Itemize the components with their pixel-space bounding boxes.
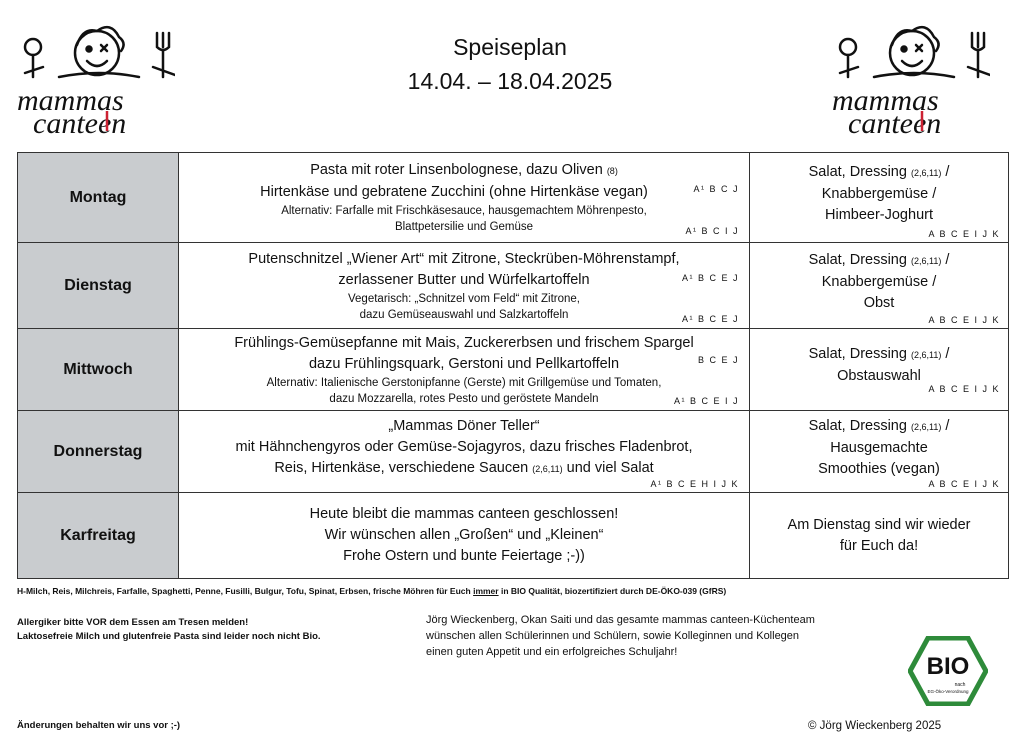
- main-line: mit Hähnchengyros oder Gemüse-Sojagyros, dazu frisches Fladenbrot,: [235, 438, 693, 455]
- side-line: Salat, Dressing: [808, 163, 907, 180]
- allergy-note: Laktosefreie Milch und glutenfreie Pasta sind leider noch nicht Bio.: [17, 631, 321, 642]
- allergen-code: A¹ B C E I J: [673, 396, 739, 406]
- changes-note: Änderungen behalten wir uns vor ;-): [17, 720, 181, 731]
- closed-line: Heute bleibt die mammas canteen geschlossen!: [309, 506, 619, 522]
- day-name: Mittwoch: [18, 329, 179, 411]
- date-range: 14.04. – 18.04.2025: [407, 68, 613, 94]
- menu-row-karfreitag: [18, 493, 1009, 579]
- main-line: zerlassener Butter und Würfelkartoffeln: [338, 271, 590, 288]
- side-line: Salat, Dressing: [808, 346, 907, 362]
- side-dish-cell: Salat, Dressing (2,6,11) / Knabbergemüse / Himbeer-Joghurt A B C E I J K: [750, 153, 1009, 243]
- alt-line: Blattpetersilie und Gemüse: [394, 221, 534, 233]
- menu-row-dienstag: [18, 243, 1009, 329]
- day-name: Montag: [18, 153, 179, 243]
- side-line: Obst: [863, 294, 895, 311]
- team-line: Jörg Wieckenberg, Okan Saiti und das gesamte mammas canteen-Küchenteam: [426, 614, 815, 626]
- menu-row-montag: [18, 153, 1009, 243]
- svg-text:mammas: mammas: [832, 84, 939, 117]
- team-message: [426, 612, 906, 660]
- alt-line: Vegetarisch: „Schnitzel vom Feld“ mit Zitrone,: [348, 292, 580, 305]
- svg-text:EG-Öko-Verordnung: EG-Öko-Verordnung: [927, 689, 969, 694]
- main-dish-cell: [179, 411, 750, 493]
- svg-text:canteen: canteen: [848, 107, 942, 135]
- side-line: Himbeer-Joghurt: [825, 206, 933, 223]
- mammas-canteen-logo-right: [830, 15, 990, 135]
- bio-note-text: in BIO Qualität, biozertifiziert durch DE-ÖKO-039 (GfRS): [498, 586, 727, 596]
- allergen-code: A¹ B C E H I J K: [650, 479, 739, 489]
- side-dish-cell: [750, 493, 1009, 579]
- allergen-code: A B C E I J K: [928, 315, 1000, 325]
- main-line: Frühlings-Gemüsepfanne mit Mais, Zuckererbsen und frischem Spargel: [234, 334, 694, 351]
- additive-marker: (2,6,11): [910, 255, 942, 266]
- alt-line: dazu Gemüseauswahl und Salzkartoffeln: [359, 308, 569, 321]
- main-line: dazu Frühlingsquark, Gerstoni und Pellkartoffeln: [308, 355, 620, 372]
- side-line: Am Dienstag sind wir wieder: [787, 516, 971, 533]
- main-dish-cell: [179, 329, 750, 411]
- bio-seal-icon: [908, 636, 988, 706]
- alt-line: Alternativ: Italienische Gerstonipfanne (Gerste) mit Grillgemüse und Tomaten,: [266, 376, 662, 389]
- side-line: Knabbergemüse /: [821, 185, 937, 202]
- allergen-code: A¹ B C E J: [681, 314, 739, 324]
- allergen-code: A B C E I J K: [928, 384, 1000, 394]
- bio-note-text: H-Milch, Reis, Milchreis, Farfalle, Spaghetti, Penne, Fusilli, Bulgur, Tofu, Spinat, Erbsen, frische Möhren für Euch: [17, 586, 474, 596]
- side-dish-cell: Salat, Dressing (2,6,11) / Obstauswahl A B C E I J K: [750, 329, 1009, 411]
- main-line: „Mammas Döner Teller“: [388, 417, 540, 434]
- allergen-code: B C E J: [697, 355, 739, 365]
- svg-text:nach: nach: [954, 682, 966, 688]
- side-line: Smoothies (vegan): [818, 460, 940, 477]
- day-name: Dienstag: [18, 243, 179, 329]
- page-title: [300, 30, 720, 98]
- side-dish-cell: Salat, Dressing (2,6,11) / Knabbergemüse / Obst A B C E I J K: [750, 243, 1009, 329]
- allergy-note: Allergiker bitte VOR dem Essen am Tresen melden!: [17, 617, 249, 628]
- bio-note: [17, 586, 1007, 596]
- side-dish-cell: Salat, Dressing (2,6,11) / Hausgemachte Smoothies (vegan) A B C E I J K: [750, 411, 1009, 493]
- additive-marker: (2,6,11): [910, 350, 942, 360]
- main-line: Reis, Hirtenkäse, verschiedene Saucen: [274, 459, 529, 476]
- allergy-notes: [17, 616, 417, 644]
- main-dish-cell: [179, 153, 750, 243]
- mammas-canteen-logo-left: [15, 15, 175, 135]
- menu-table: [17, 152, 1009, 579]
- menu-row-mittwoch: [18, 329, 1009, 411]
- side-line: Salat, Dressing: [808, 251, 907, 268]
- title-label: Speiseplan: [453, 34, 567, 60]
- main-dish-cell: [179, 243, 750, 329]
- side-line: Salat, Dressing: [808, 417, 907, 434]
- svg-text:mammas: mammas: [17, 84, 124, 117]
- main-line: Pasta mit roter Linsenbolognese, dazu Oliven: [310, 162, 603, 178]
- closed-line: Wir wünschen allen „Großen“ und „Kleinen“: [324, 527, 604, 543]
- side-line: für Euch da!: [839, 537, 919, 554]
- menu-row-donnerstag: [18, 411, 1009, 493]
- additive-marker: (2,6,11): [910, 421, 942, 432]
- additive-marker: (2,6,11): [532, 463, 563, 474]
- side-line: Hausgemachte: [830, 439, 928, 456]
- main-line: Putenschnitzel „Wiener Art“ mit Zitrone, Steckrüben-Möhrenstampf,: [248, 250, 680, 267]
- allergen-code: A B C E I J K: [928, 229, 1000, 239]
- main-line: Hirtenkäse und gebratene Zucchini (ohne Hirtenkäse vegan): [260, 184, 648, 200]
- side-line: Knabbergemüse /: [821, 273, 937, 290]
- team-line: einen guten Appetit und ein erfolgreiches Schuljahr!: [426, 646, 678, 658]
- alt-line: dazu Mozzarella, rotes Pesto und geröstete Mandeln: [329, 392, 599, 405]
- copyright: © Jörg Wieckenberg 2025: [808, 720, 942, 732]
- additive-marker: (2,6,11): [910, 167, 942, 178]
- day-name: Karfreitag: [18, 493, 179, 579]
- allergen-code: A¹ B C I J: [685, 226, 739, 236]
- allergen-code: A¹ B C J: [693, 184, 739, 194]
- svg-text:BIO: BIO: [926, 653, 970, 680]
- allergen-code: A B C E I J K: [928, 479, 1000, 489]
- alt-line: Alternativ: Farfalle mit Frischkäsesauce, hausgemachtem Möhrenpesto,: [281, 205, 647, 217]
- closed-line: Frohe Ostern und bunte Feiertage ;-)): [343, 548, 585, 564]
- additive-marker: (8): [606, 166, 618, 176]
- main-dish-cell: [179, 493, 750, 579]
- day-name: Donnerstag: [18, 411, 179, 493]
- svg-text:canteen: canteen: [33, 107, 127, 135]
- allergen-code: A¹ B C E J: [681, 273, 739, 283]
- side-line: Obstauswahl: [837, 368, 921, 384]
- team-line: wünschen allen Schülerinnen und Schülern, sowie Kolleginnen und Kollegen: [426, 630, 800, 642]
- bio-note-emphasis: immer: [473, 586, 499, 596]
- main-line: und viel Salat: [566, 459, 654, 476]
